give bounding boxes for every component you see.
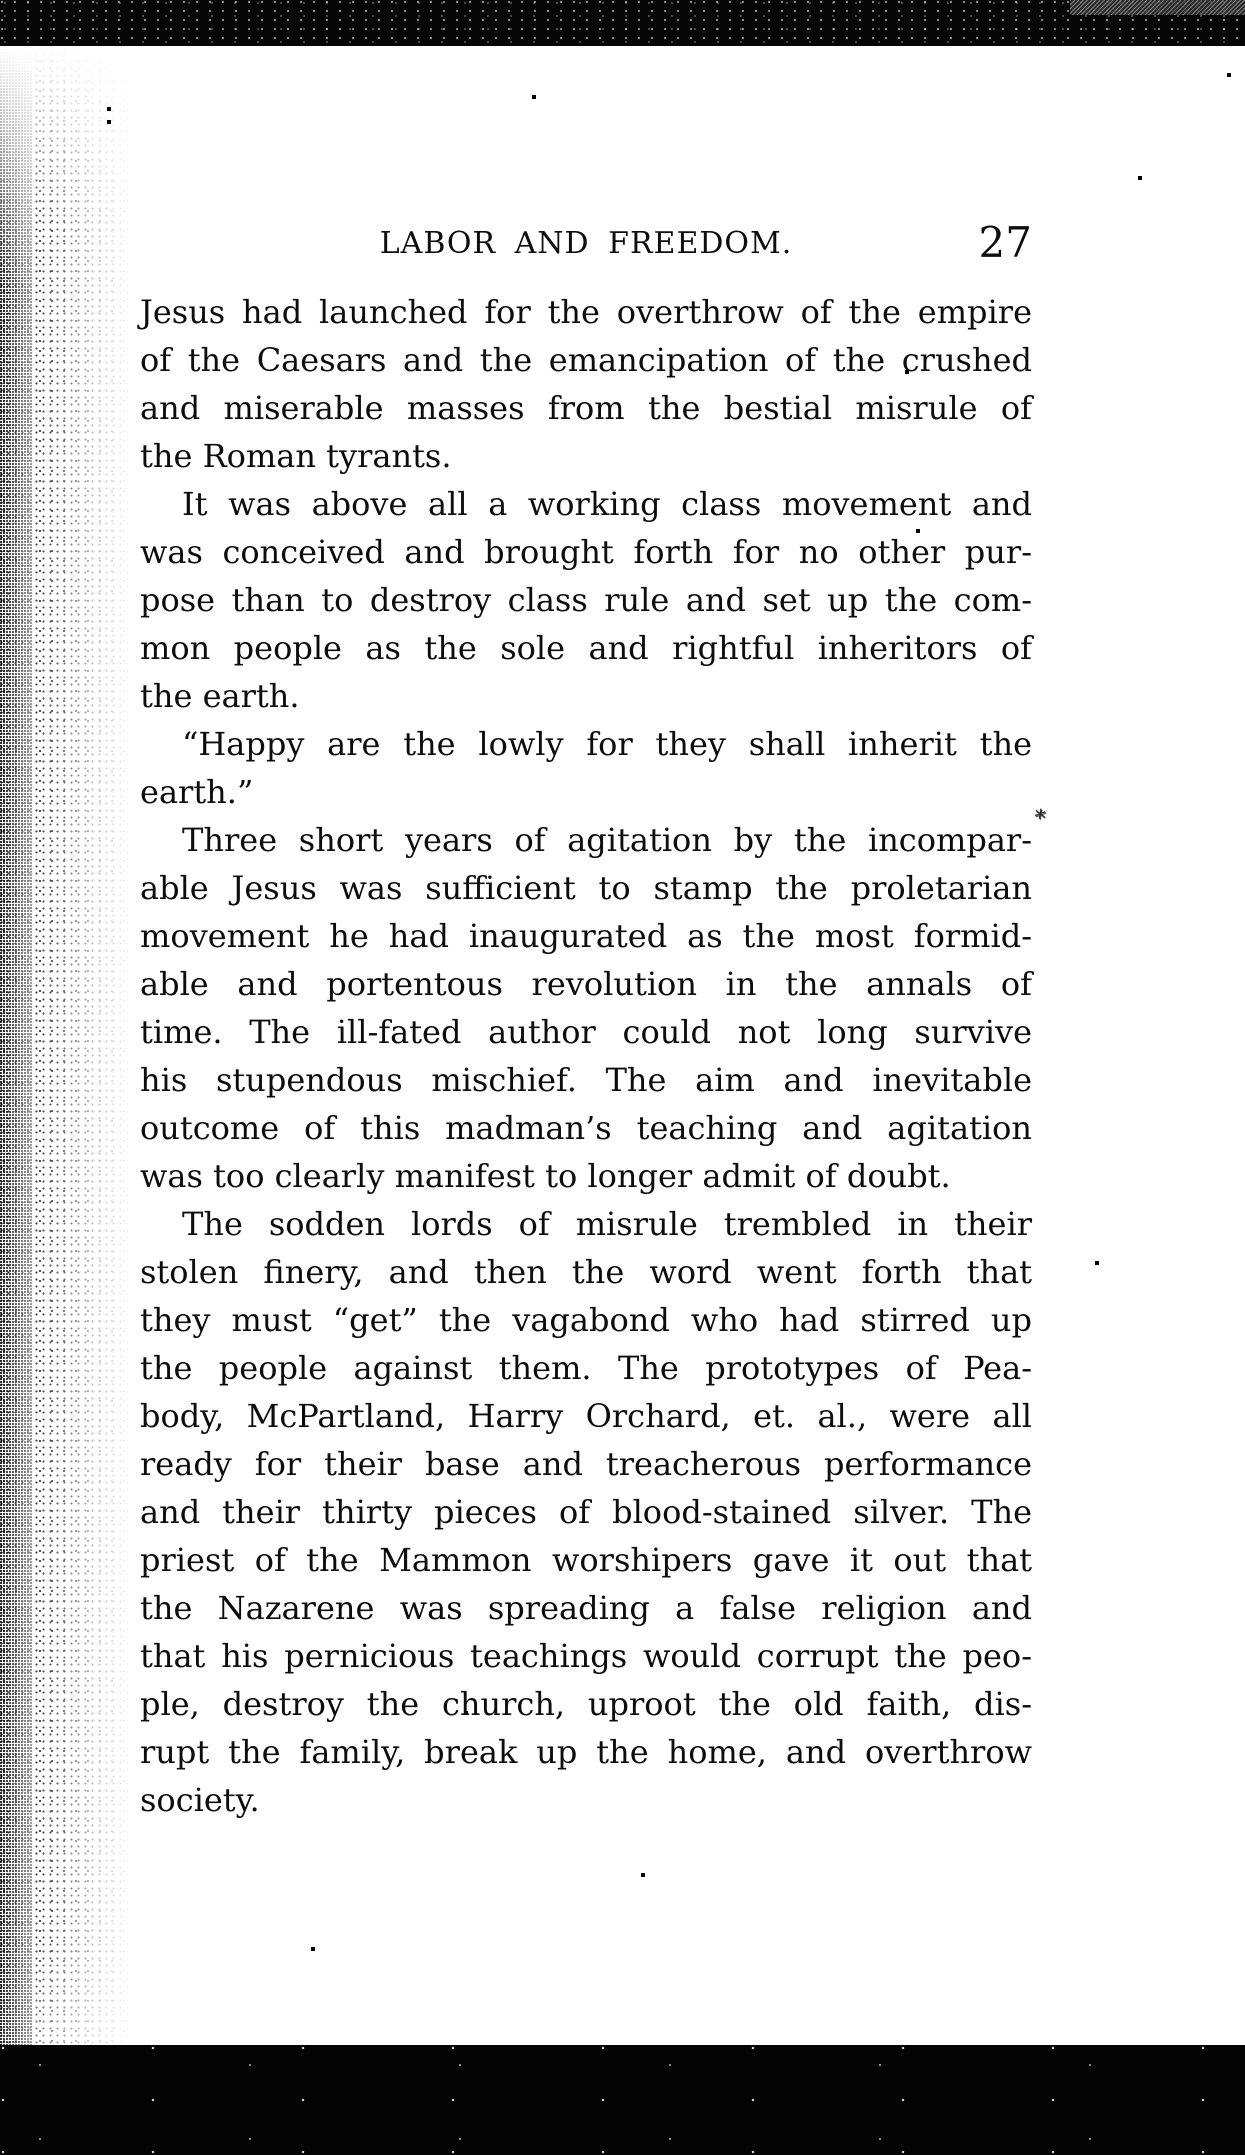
text-line: and their thirty pieces of blood-stained silver. The [140,1493,1032,1531]
text-line: movement he had inaugurated as the most formid- [140,917,1032,955]
text-line: outcome of this madman’s teaching and agitation [140,1109,1032,1147]
text-line: It was above all a working class movement and [182,485,1032,523]
text-line: earth.” [140,773,254,811]
gutter-edge-texture [0,46,32,2045]
text-line: that his pernicious teachings would corrupt the peo- [140,1637,1032,1675]
text-line: the people against them. The prototypes of Pea- [140,1349,1032,1387]
text-line: the earth. [140,677,300,715]
text-line: Three short years of agitation by the incompar- [182,821,1032,859]
page-number: 27 [978,218,1032,267]
text-line: rupt the family, break up the home, and overthrow [140,1733,1032,1771]
text-line: society. [140,1781,260,1819]
text-line: “Happy are the lowly for they shall inherit the [182,725,1032,763]
scan-specks [0,0,2,2]
text-line: The sodden lords of misrule trembled in their [182,1205,1032,1243]
text-line: his stupendous mischief. The aim and inevitable [140,1061,1032,1099]
text-line: ready for their base and treacherous performance [140,1445,1032,1483]
text-line: mon people as the sole and rightful inheritors of [140,629,1032,667]
text-line: ple, destroy the church, uproot the old faith, dis- [140,1685,1032,1723]
text-line: priest of the Mammon worshipers gave it out that [140,1541,1032,1579]
text-line: of the Caesars and the emancipation of the crushed [140,341,1032,379]
text-line: Jesus had launched for the overthrow of the empire [140,293,1032,331]
text-line: time. The ill-fated author could not long survive [140,1013,1032,1051]
body-text [140,288,1032,1824]
text-line: the Nazarene was spreading a false religion and [140,1589,1032,1627]
text-line: and miserable masses from the bestial misrule of [140,389,1032,427]
text-line: body, McPartland, Harry Orchard, et. al., were all [140,1397,1032,1435]
scan-top-bar [0,0,1245,46]
text-line: pose than to destroy class rule and set up the com- [140,581,1032,619]
text-line: able and portentous revolution in the annals of [140,965,1032,1003]
scan-bottom-bar [0,2045,1245,2155]
text-line: was conceived and brought forth for no other pur- [140,533,1032,571]
scan-top-bar-gray-patch [1070,0,1245,15]
running-header [140,218,1032,267]
header-title: LABOR AND FREEDOM. [379,226,793,261]
text-line: stolen finery, and then the word went forth that [140,1253,1032,1291]
text-line: able Jesus was sufficient to stamp the proletarian [140,869,1032,907]
text-line: was too clearly manifest to longer admit of doubt. [140,1157,951,1195]
margin-ink-mark: * [1032,805,1047,832]
text-line: they must “get” the vagabond who had stirred up [140,1301,1032,1339]
text-line: the Roman tyrants. [140,437,452,475]
